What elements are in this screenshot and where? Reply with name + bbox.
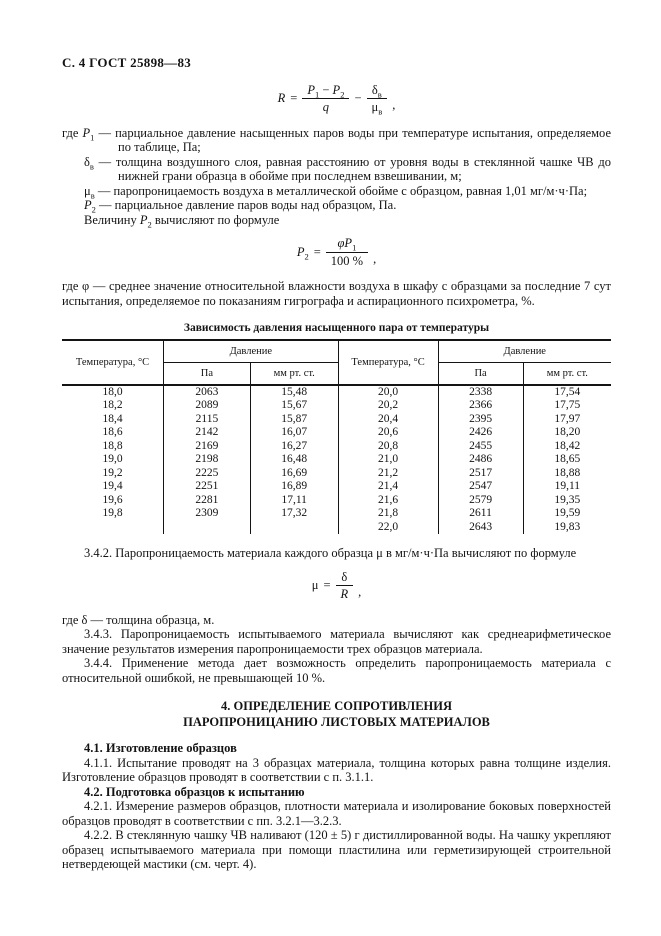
fraction-humidity xyxy=(326,236,368,268)
table-cell: 2395 xyxy=(438,413,523,427)
var-delta: δ xyxy=(371,82,378,97)
table-row xyxy=(62,453,611,467)
section-4-heading xyxy=(62,699,611,730)
fraction-denominator xyxy=(302,99,349,115)
table-cell: 2455 xyxy=(438,440,523,454)
table-cell: 18,6 xyxy=(102,426,123,438)
fraction-numerator xyxy=(302,83,349,100)
table-cell: 19,8 xyxy=(102,507,123,519)
definition-delta-v xyxy=(62,155,611,184)
table-cell: 19,11 xyxy=(523,480,611,494)
table-cell: 2225 xyxy=(164,467,251,481)
table-cell: 16,27 xyxy=(250,440,338,454)
section-4-title-line2: ПАРОПРОНИЦАНИЮ ЛИСТОВЫХ МАТЕРИАЛОВ xyxy=(183,714,490,729)
pressure-table-head xyxy=(62,340,611,385)
table-cell: 2611 xyxy=(438,507,523,521)
table-cell: 17,97 xyxy=(523,413,611,427)
formula-resistance xyxy=(62,83,611,115)
symbol-mu: μ xyxy=(84,183,91,198)
paragraph-4-2-1: 4.2.1. Измерение размеров образцов, плотности материала и изолирование боковых поверхностей образцов проводят в соответствии с пп. 3.2.1—3.2.3. xyxy=(62,799,611,828)
var-p2-sub: 2 xyxy=(304,251,309,262)
fraction-air-layer xyxy=(367,83,388,115)
table-cell: 2643 xyxy=(438,521,523,535)
var-p2: P xyxy=(332,82,341,97)
table-caption: Зависимость давления насыщенного пара от температуры xyxy=(183,322,490,334)
table-cell: 19,2 xyxy=(102,466,123,479)
table-cell: 15,48 xyxy=(250,385,338,400)
table-cell: 16,89 xyxy=(250,480,338,494)
phi-definition-paragraph: где φ — среднее значение относительной влажности воздуха в шкафу с образцами за последние 7 сут испытания, определяемое по показаниям гигрографа и аспирационного психрометра, %. xyxy=(62,279,611,308)
symbol-p1: P xyxy=(82,125,91,140)
table-header-row xyxy=(62,340,611,363)
table-cell: 20,6 xyxy=(338,426,438,440)
velichina-post: вычисляют по формуле xyxy=(151,212,280,227)
minus-sign: − xyxy=(354,91,362,106)
table-cell: 2309 xyxy=(164,507,251,521)
formula-comma: , xyxy=(392,98,396,112)
table-cell: 2426 xyxy=(438,426,523,440)
table-cell: 2486 xyxy=(438,453,523,467)
table-cell: 20,4 xyxy=(338,413,438,427)
table-cell: 17,75 xyxy=(523,399,611,413)
formula-p2-lhs xyxy=(297,245,309,260)
symbol-p2-sub: 2 xyxy=(91,204,96,215)
definition-text: — толщина воздушного слоя, равная расстоянию от уровня воды в стеклянной чашке ЧВ до нижней грани образца в обойме при последнем взвешивании, м; xyxy=(98,154,612,183)
formula-comma: , xyxy=(373,251,377,266)
paragraph-4-1-1: 4.1.1. Испытание проводят на 3 образцах материала, толщина которых равна толщине изделия. Изготовление образцов проводят в соответствии с п. 3.1.1. xyxy=(62,755,611,784)
table-row xyxy=(62,426,611,440)
table-cell: 16,48 xyxy=(250,453,338,467)
table-cell: 20,8 xyxy=(338,440,438,454)
table-cell: 2169 xyxy=(164,440,251,454)
paragraph-4-2-2: 4.2.2. В стеклянную чашку ЧВ наливают (120 ± 5) г дистиллированной воды. На чашку укрепляют образец испытываемого материала при помощи пластилина или герметизирующей строительной нетвердеющей мастики (см. черт. 4). xyxy=(62,828,611,871)
symbol-p1-sub: 1 xyxy=(90,132,95,142)
definition-text: — парциальное давление насыщенных паров воды при температуре испытания, определяемое по таблице, Па; xyxy=(98,125,611,154)
col-header-pa: Па xyxy=(438,362,523,385)
var-mu-sub: в xyxy=(378,106,383,117)
col-header-pressure: Давление xyxy=(164,340,339,363)
equals-sign: = xyxy=(313,244,321,259)
fraction-thickness xyxy=(336,570,354,602)
paragraph-3-4-4: 3.4.4. Применение метода дает возможность определить паропроницаемость материала с относительной ошибкой, не превышающей 10 %. xyxy=(62,656,611,685)
symbol-delta: δ xyxy=(84,154,90,169)
var-mu: μ xyxy=(371,100,379,114)
minus-sign: − xyxy=(322,82,330,97)
table-cell: 21,2 xyxy=(338,467,438,481)
velichina-symbol-sub: 2 xyxy=(147,219,152,229)
paragraph-3-4-3: 3.4.3. Паропроницаемость испытываемого материала вычисляют как среднеарифметическое значение результатов измерения паропроницаемости трех образцов материала. xyxy=(62,627,611,656)
col-header-pa: Па xyxy=(164,362,251,385)
velichina-pre: Величину xyxy=(84,212,140,227)
table-cell: 19,6 xyxy=(102,493,123,506)
table-cell: 17,11 xyxy=(250,494,338,508)
table-cell: 15,87 xyxy=(250,413,338,427)
velichina-line xyxy=(62,213,611,228)
table-cell: 18,2 xyxy=(102,399,123,411)
section-4-title-line1: 4. ОПРЕДЕЛЕНИЕ СОПРОТИВЛЕНИЯ xyxy=(220,699,453,713)
table-cell: 21,6 xyxy=(338,494,438,508)
var-p1-sub: 1 xyxy=(314,89,320,99)
table-row xyxy=(62,494,611,508)
table-cell: 2281 xyxy=(164,494,251,508)
fraction-numerator: δ xyxy=(336,570,354,587)
fraction-denominator xyxy=(367,99,388,115)
table-cell: 22,0 xyxy=(338,521,438,535)
paragraph-3-4-2: 3.4.2. Паропроницаемость материала каждого образца μ в мг/м·ч·Па вычисляют по формуле xyxy=(84,546,577,560)
table-cell: 19,4 xyxy=(102,480,123,492)
table-cell: 17,54 xyxy=(523,385,611,400)
table-cell: 18,20 xyxy=(523,426,611,440)
pressure-table xyxy=(62,339,611,535)
table-cell: 2547 xyxy=(438,480,523,494)
table-cell: 2517 xyxy=(438,467,523,481)
symbol-mu-sub: в xyxy=(90,190,95,200)
table-cell: 20,2 xyxy=(338,399,438,413)
table-cell: 19,83 xyxy=(523,521,611,535)
heading-4-2: 4.2. Подготовка образцов к испытанию xyxy=(84,784,305,799)
table-cell xyxy=(250,521,338,535)
table-row xyxy=(62,467,611,481)
table-cell: 2366 xyxy=(438,399,523,413)
table-cell: 2089 xyxy=(164,399,251,413)
table-row xyxy=(62,507,611,521)
table-cell: 18,0 xyxy=(102,385,123,398)
table-cell: 2142 xyxy=(164,426,251,440)
fraction-denominator: R xyxy=(340,587,349,601)
pressure-table-body xyxy=(62,385,611,535)
heading-4-1: 4.1. Изготовление образцов xyxy=(84,741,237,755)
delta-definition: где δ — толщина образца, м. xyxy=(62,612,215,627)
table-cell: 2198 xyxy=(164,453,251,467)
table-cell: 19,35 xyxy=(523,494,611,508)
definition-text: — паропроницаемость воздуха в металлической обойме с образцом, равная 1,01 мг/м·ч·Па; xyxy=(97,183,588,198)
definition-p2 xyxy=(62,198,611,213)
table-row xyxy=(62,521,611,535)
table-cell: 18,4 xyxy=(102,412,123,425)
table-cell: 18,8 xyxy=(102,439,123,452)
table-row xyxy=(62,480,611,494)
table-cell: 2063 xyxy=(164,385,251,400)
table-cell: 21,4 xyxy=(338,480,438,494)
table-cell: 16,07 xyxy=(250,426,338,440)
formula-p2 xyxy=(62,236,611,268)
where-label: где xyxy=(62,125,79,140)
table-cell: 2251 xyxy=(164,480,251,494)
symbol-delta-sub: в xyxy=(89,161,94,171)
table-cell: 15,67 xyxy=(250,399,338,413)
table-cell: 18,88 xyxy=(523,467,611,481)
var-p1: P xyxy=(344,236,353,250)
col-header-temperature: Температура, °С xyxy=(338,340,438,385)
col-header-mmhg: мм рт. ст. xyxy=(250,362,338,385)
var-delta-sub: в xyxy=(377,89,382,99)
fraction-denominator: 100 % xyxy=(330,253,364,268)
formula-mu xyxy=(62,570,611,602)
velichina-symbol: P xyxy=(139,212,148,227)
table-row xyxy=(62,385,611,400)
definition-text: — парциальное давление паров воды над образцом, Па. xyxy=(99,198,397,212)
var-p1-sub: 1 xyxy=(352,242,357,253)
var-p2-sub: 2 xyxy=(340,89,345,99)
table-cell: 20,0 xyxy=(338,385,438,400)
equals-sign: = xyxy=(290,91,298,106)
table-cell: 17,32 xyxy=(250,507,338,521)
equals-sign: = xyxy=(323,578,331,593)
table-cell: 2338 xyxy=(438,385,523,400)
var-q: q xyxy=(322,100,330,114)
table-cell: 19,0 xyxy=(102,453,123,465)
fraction-numerator xyxy=(326,236,368,253)
fraction-pressure-diff xyxy=(302,83,349,115)
fraction-numerator xyxy=(367,83,388,100)
table-row xyxy=(62,413,611,427)
formula-r-lhs: R xyxy=(277,91,286,106)
formula-comma: , xyxy=(358,585,362,599)
table-cell: 21,8 xyxy=(338,507,438,521)
col-header-pressure: Давление xyxy=(438,340,611,363)
definition-p1 xyxy=(62,126,611,155)
var-p1: P xyxy=(307,82,315,97)
var-phi: φ xyxy=(337,236,345,250)
table-cell: 16,69 xyxy=(250,467,338,481)
table-cell: 2579 xyxy=(438,494,523,508)
definition-mu-v xyxy=(62,184,611,199)
table-cell: 2115 xyxy=(164,413,251,427)
table-cell xyxy=(164,521,251,535)
table-cell xyxy=(62,521,164,535)
col-header-mmhg: мм рт. ст. xyxy=(523,362,611,385)
table-row xyxy=(62,399,611,413)
var-p2: P xyxy=(296,244,305,259)
symbol-p2: P xyxy=(84,198,92,212)
table-row xyxy=(62,440,611,454)
table-cell: 21,0 xyxy=(338,453,438,467)
formula-mu-lhs: μ xyxy=(311,578,319,593)
col-header-temperature: Температура, °С xyxy=(62,340,164,385)
table-cell: 18,65 xyxy=(523,453,611,467)
table-cell: 18,42 xyxy=(523,440,611,454)
page-header: С. 4 ГОСТ 25898—83 xyxy=(62,55,192,70)
table-cell: 19,59 xyxy=(523,507,611,521)
